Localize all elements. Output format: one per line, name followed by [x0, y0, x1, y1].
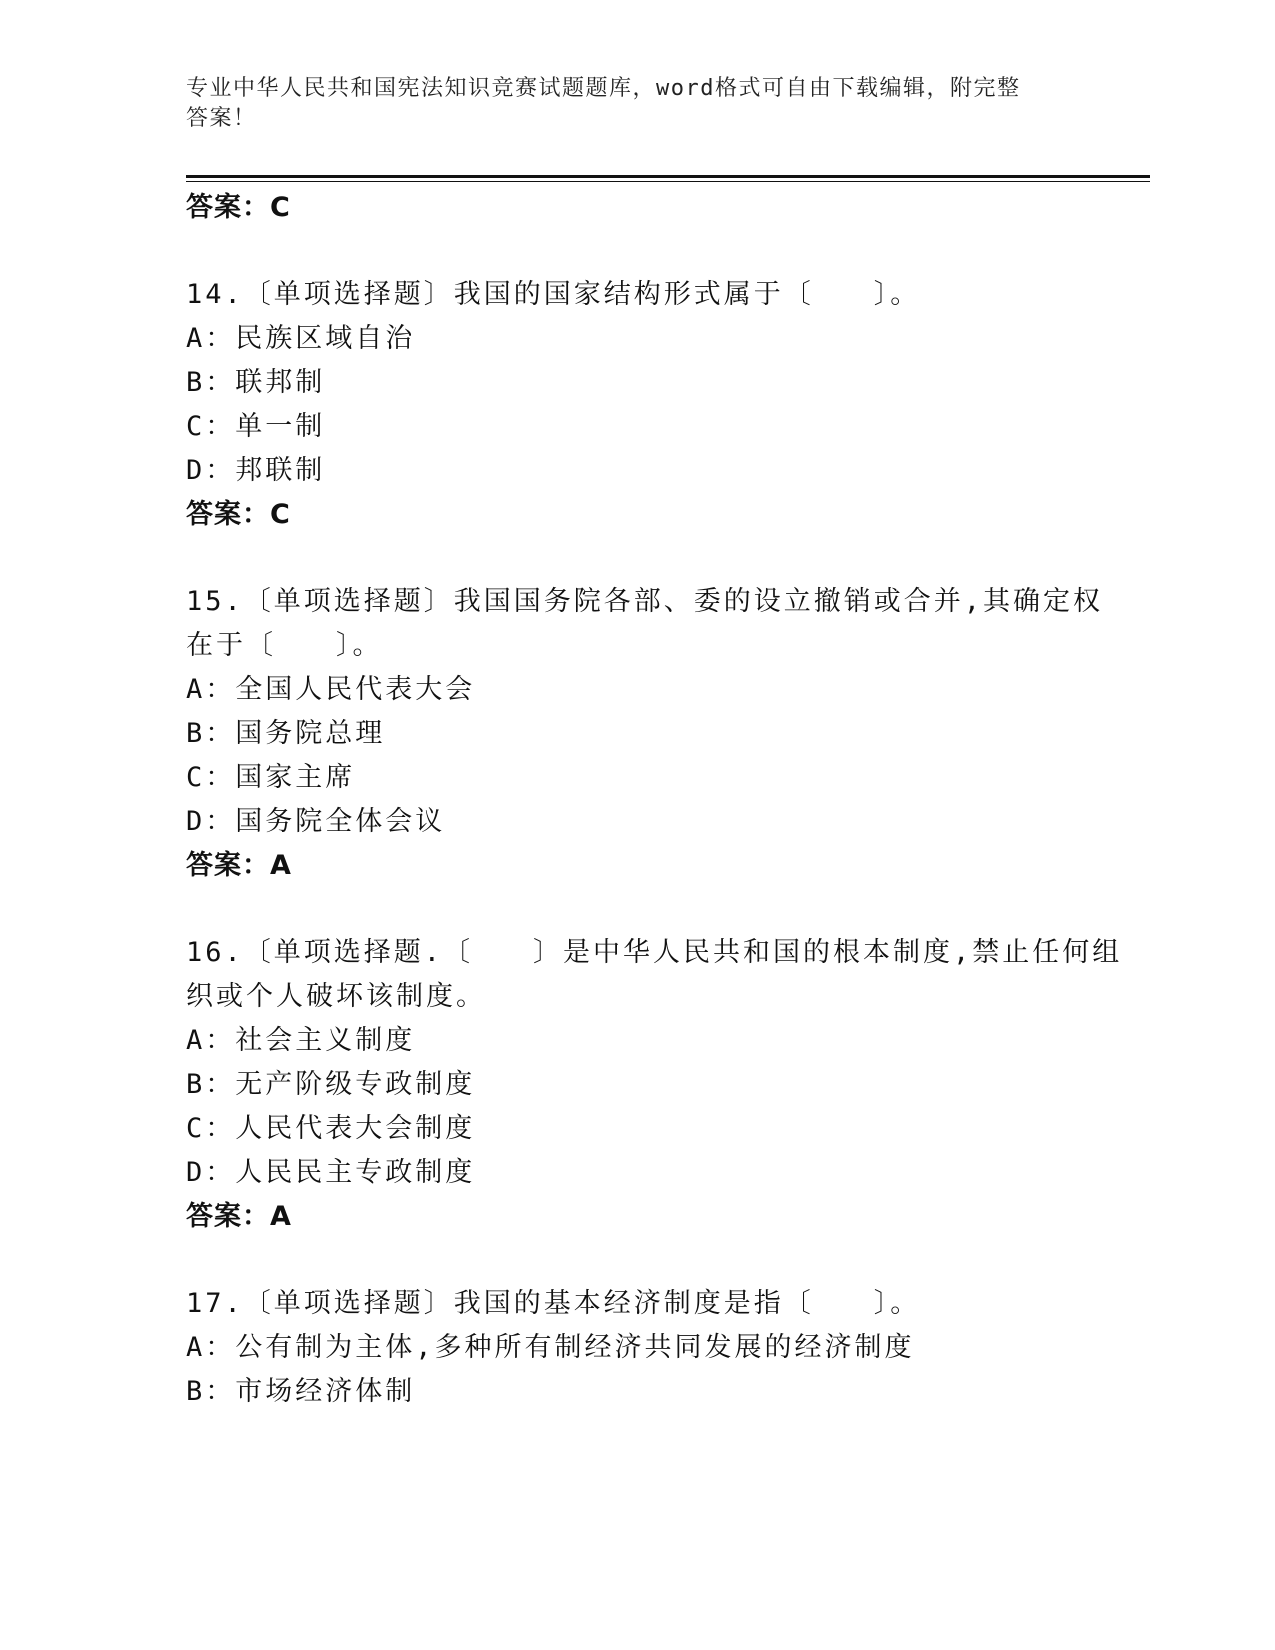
answer-13: 答案：C: [186, 192, 291, 223]
question-14-stem: 14.〔单项选择题〕我国的国家结构形式属于〔 〕。: [186, 279, 921, 310]
answer-16: 答案：A: [186, 1201, 292, 1232]
question-16-option-b: B：无产阶级专政制度: [186, 1069, 476, 1100]
document-header: [186, 74, 1066, 134]
question-15-option-a: A：全国人民代表大会: [186, 674, 476, 705]
question-14-option-d: D：邦联制: [186, 455, 326, 486]
header-line-2: 答案！: [186, 106, 257, 131]
question-16-stem-line-2: 织或个人破坏该制度。: [186, 981, 486, 1012]
answer-15: 答案：A: [186, 850, 292, 881]
question-15-option-b: B：国务院总理: [186, 718, 386, 749]
question-15-stem-line-2: 在于〔 〕。: [186, 630, 383, 661]
header-divider-thick: [186, 175, 1150, 178]
question-17-option-b: B：市场经济体制: [186, 1376, 416, 1407]
question-14-option-a: A：民族区域自治: [186, 323, 416, 354]
question-14-option-b: B：联邦制: [186, 367, 326, 398]
question-16-option-a: A：社会主义制度: [186, 1025, 416, 1056]
question-16-option-c: C：人民代表大会制度: [186, 1113, 476, 1144]
question-17-stem: 17.〔单项选择题〕我国的基本经济制度是指〔 〕。: [186, 1288, 921, 1319]
answer-14: 答案：C: [186, 499, 291, 530]
question-15-option-d: D：国务院全体会议: [186, 806, 446, 837]
header-line-1: 专业中华人民共和国宪法知识竞赛试题题库，word格式可自由下载编辑，附完整: [186, 76, 1021, 101]
question-16-option-d: D：人民民主专政制度: [186, 1157, 476, 1188]
question-15-option-c: C：国家主席: [186, 762, 356, 793]
question-16-stem-line-1: 16.〔单项选择题.〔 〕是中华人民共和国的根本制度,禁止任何组: [186, 937, 1123, 968]
header-divider-thin: [186, 181, 1150, 182]
question-15-stem-line-1: 15.〔单项选择题〕我国国务院各部、委的设立撤销或合并,其确定权: [186, 586, 1104, 617]
question-14-option-c: C：单一制: [186, 411, 326, 442]
question-17-option-a: A：公有制为主体,多种所有制经济共同发展的经济制度: [186, 1332, 915, 1363]
